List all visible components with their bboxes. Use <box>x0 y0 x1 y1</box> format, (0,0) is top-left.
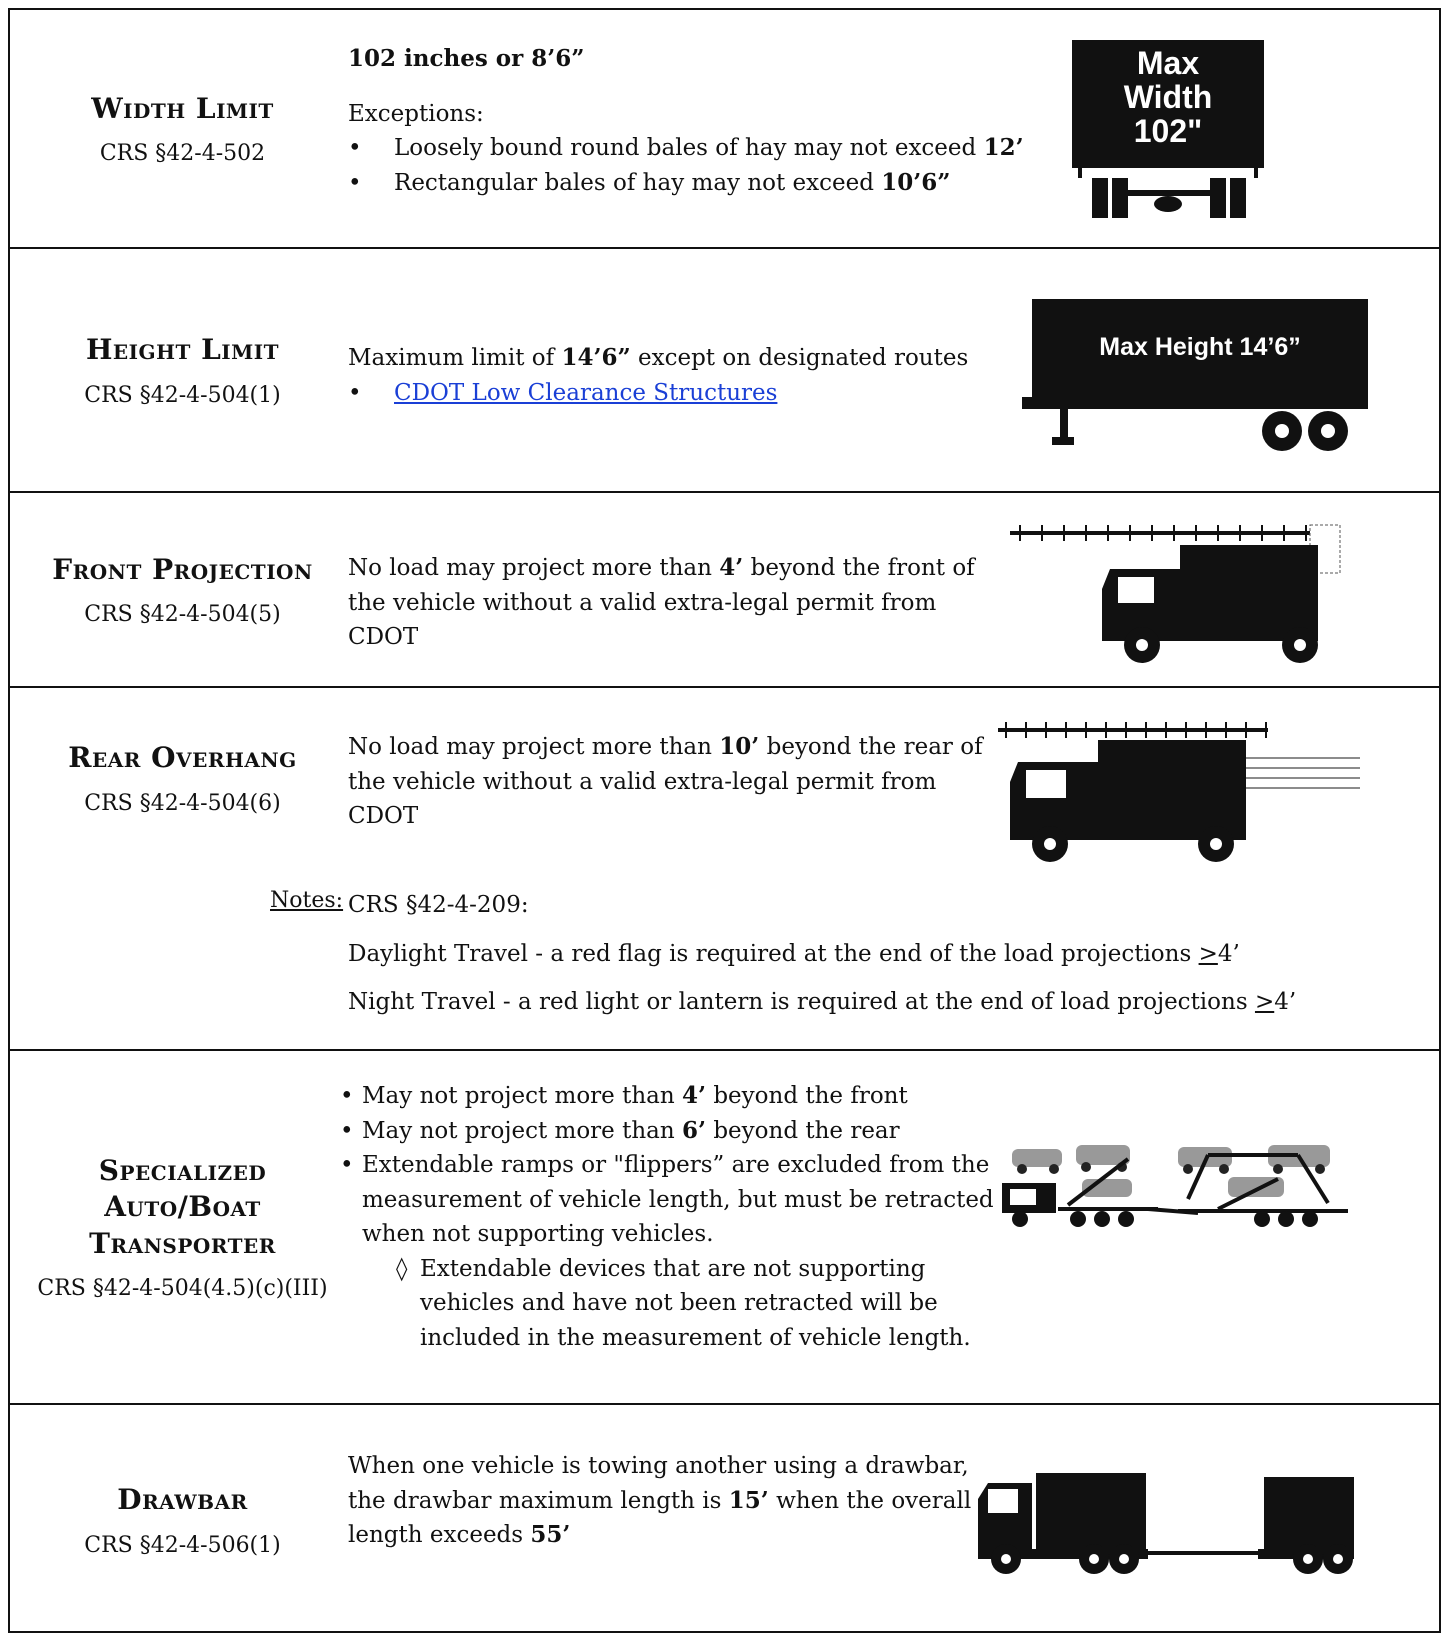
width-label-cell <box>10 10 355 247</box>
auto-bullets <box>340 1079 1000 1252</box>
notes-label: Notes: <box>270 888 344 913</box>
note-night: Night Travel - a red light or lantern is required at the end of load projections >4’ <box>348 989 1297 1015</box>
height-label-cell <box>10 249 355 491</box>
front-title: Front Projection <box>52 552 313 586</box>
width-cite: CRS §42-4-502 <box>99 141 266 167</box>
height-title: Height Limit <box>85 333 280 367</box>
width-title: Width Limit <box>91 91 274 125</box>
auto-label-cell <box>10 1051 355 1403</box>
height-cite: CRS §42-4-504(1) <box>84 382 281 408</box>
auto-title-3: Transporter <box>89 1226 276 1260</box>
list-item: • Loosely bound round bales of hay may not exceed 12’ <box>348 131 1028 166</box>
list-item: • May not project more than 4’ beyond the front <box>340 1079 1000 1114</box>
note-daylight: Daylight Travel - a red flag is required at the end of the load projections >4’ <box>348 940 1240 967</box>
svg-text:102": 102" <box>1133 113 1203 149</box>
auto-cite: CRS §42-4-504(4.5)(c)(III) <box>37 1276 328 1302</box>
height-row <box>10 249 1439 493</box>
auto-transporter-icon <box>998 1139 1368 1231</box>
auto-title-1: Specialized <box>98 1153 267 1187</box>
front-text: No load may project more than 4’ beyond the front of the vehicle without a valid extra-legal permit from CDOT <box>348 554 975 650</box>
svg-text:Max: Max <box>1136 45 1200 81</box>
width-exceptions-list <box>348 131 1028 200</box>
auto-subbullets <box>340 1252 1000 1356</box>
width-exceptions-label: Exceptions: <box>348 100 484 127</box>
list-item: • May not project more than 6’ beyond the rear <box>340 1114 1000 1149</box>
max-height-trailer-icon <box>1022 299 1368 459</box>
drawbar-title: Drawbar <box>117 1483 248 1517</box>
drawbar-text: When one vehicle is towing another using a drawbar, the drawbar maximum length is 15’ when the overall length exceeds 55’ <box>348 1453 972 1548</box>
drawbar-cite: CRS §42-4-506(1) <box>84 1532 281 1558</box>
rear-text: No load may project more than 10’ beyond the rear of the vehicle without a valid extra-legal permit from CDOT <box>348 733 983 829</box>
front-label-cell <box>10 493 355 686</box>
list-item: • Rectangular bales of hay may not exceed 10’6” <box>348 166 1028 201</box>
rear-notes <box>348 888 1428 1020</box>
cdot-low-clearance-link[interactable]: CDOT Low Clearance Structures <box>394 379 778 406</box>
width-headline: 102 inches or 8’6” <box>348 45 585 72</box>
max-width-trailer-icon <box>1072 40 1274 218</box>
rear-overhang-row <box>10 688 1439 1051</box>
rear-cite: CRS §42-4-504(6) <box>84 790 281 816</box>
rear-label-cell <box>10 688 355 868</box>
auto-title-2: Auto/Boat <box>104 1190 261 1224</box>
front-projection-row <box>10 493 1439 688</box>
truck-limits-table <box>8 8 1441 1633</box>
rear-overhang-truck-icon <box>998 718 1368 868</box>
front-projection-truck-icon <box>1010 519 1370 669</box>
list-item <box>348 376 1028 411</box>
drawbar-truck-icon <box>974 1467 1374 1577</box>
note-citation: CRS §42-4-209: <box>348 892 529 918</box>
auto-text <box>340 1079 1000 1355</box>
list-item: ◊ Extendable devices that are not supporting vehicles and have not been retracted will be included in the measurement of vehicle length. <box>366 1252 1000 1356</box>
drawbar-row <box>10 1405 1439 1635</box>
svg-text:Width: Width <box>1123 79 1213 115</box>
auto-boat-row <box>10 1051 1439 1405</box>
width-text <box>348 42 1028 200</box>
height-text: Maximum limit of 14’6” except on designated routes • CDOT Low Clearance Structures <box>348 341 1028 410</box>
rear-title: Rear Overhang <box>68 741 297 775</box>
width-row <box>10 10 1439 249</box>
drawbar-label-cell <box>10 1405 355 1635</box>
svg-text:Max Height 14’6”: Max Height 14’6” <box>1099 333 1301 361</box>
front-cite: CRS §42-4-504(5) <box>84 602 281 628</box>
list-item: • Extendable ramps or "flippers” are excluded from the measurement of vehicle length, but must be retracted when not supporting vehicles. <box>340 1148 1000 1252</box>
